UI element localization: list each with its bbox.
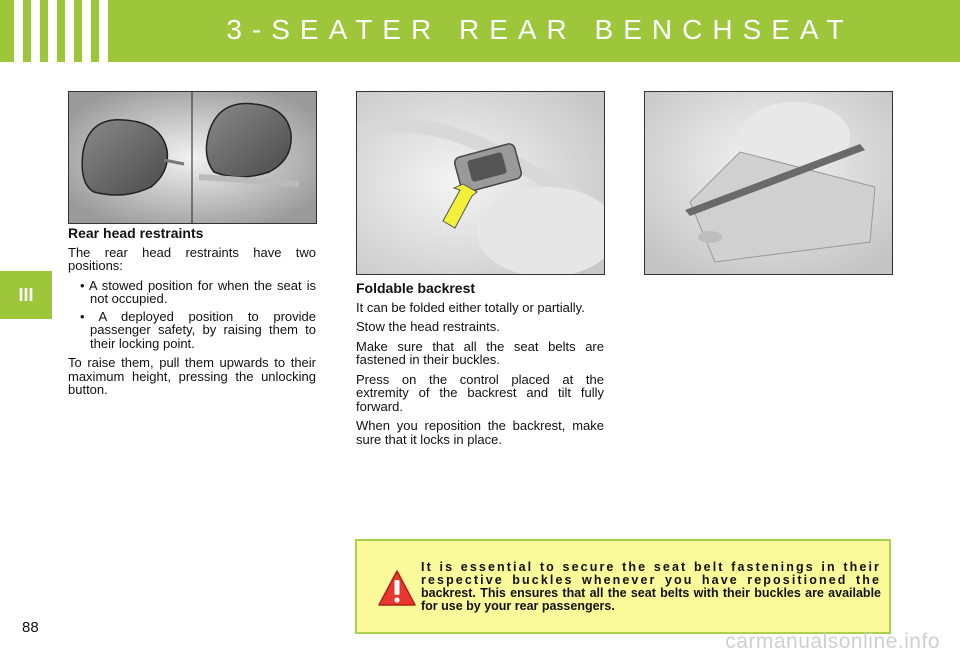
header-stripe	[48, 0, 57, 62]
header-stripe	[31, 0, 40, 62]
foldable-backrest-paragraph: Press on the control placed at the extremity of the backrest and tilt fully forward.	[356, 371, 604, 414]
warning-text-spaced: It is essential to secure the seat belt fastenings in their respective buckles whenever you have repositioned the	[421, 560, 881, 587]
foldable-backrest-heading: Foldable backrest	[356, 280, 476, 296]
backrest-control-illustration	[356, 91, 605, 275]
list-item: • A deployed position to provide passenger safety, by raising them to their locking point.	[80, 308, 316, 351]
rear-head-restraints-section	[68, 227, 316, 403]
folded-backrest-illustration	[644, 91, 893, 275]
foldable-backrest-paragraph: Stow the head restraints.	[356, 319, 500, 334]
page-number: 88	[22, 619, 39, 636]
header-bar	[0, 0, 960, 62]
rear-head-restraints-intro: The rear head restraints have two positions:	[68, 244, 316, 273]
warning-text-normal: backrest. This ensures that all the seat belts with their buckles are available for use by your rear passengers.	[421, 586, 881, 613]
page-title: 3-SEATER REAR BENCHSEAT	[226, 14, 854, 45]
rear-head-restraints-heading: Rear head restraints	[68, 225, 204, 241]
head-restraint-illustration	[68, 91, 317, 224]
foldable-backrest-paragraph: It can be folded either totally or partially.	[356, 299, 585, 315]
header-stripe	[82, 0, 91, 62]
foldable-backrest-paragraph: When you reposition the backrest, make sure that it locks in place.	[356, 418, 604, 447]
chapter-label: III	[18, 284, 34, 305]
foldable-backrest-section	[356, 282, 604, 452]
watermark: carmanualsonline.info	[725, 630, 940, 653]
header-stripe	[99, 0, 108, 62]
chapter-tab	[0, 271, 52, 319]
warning-text	[421, 561, 881, 613]
warning-triangle-icon	[377, 569, 417, 612]
head-restraint-positions-list	[68, 279, 316, 351]
warning-box	[355, 539, 891, 634]
foldable-backrest-paragraph: Make sure that all the seat belts are fastened in their buckles.	[356, 338, 604, 367]
list-item: • A stowed position for when the seat is not occupied.	[80, 277, 316, 306]
header-stripe	[14, 0, 23, 62]
header-stripe	[65, 0, 74, 62]
rear-head-restraints-instruction: To raise them, pull them upwards to their maximum height, pressing the unlocking button.	[68, 355, 316, 397]
